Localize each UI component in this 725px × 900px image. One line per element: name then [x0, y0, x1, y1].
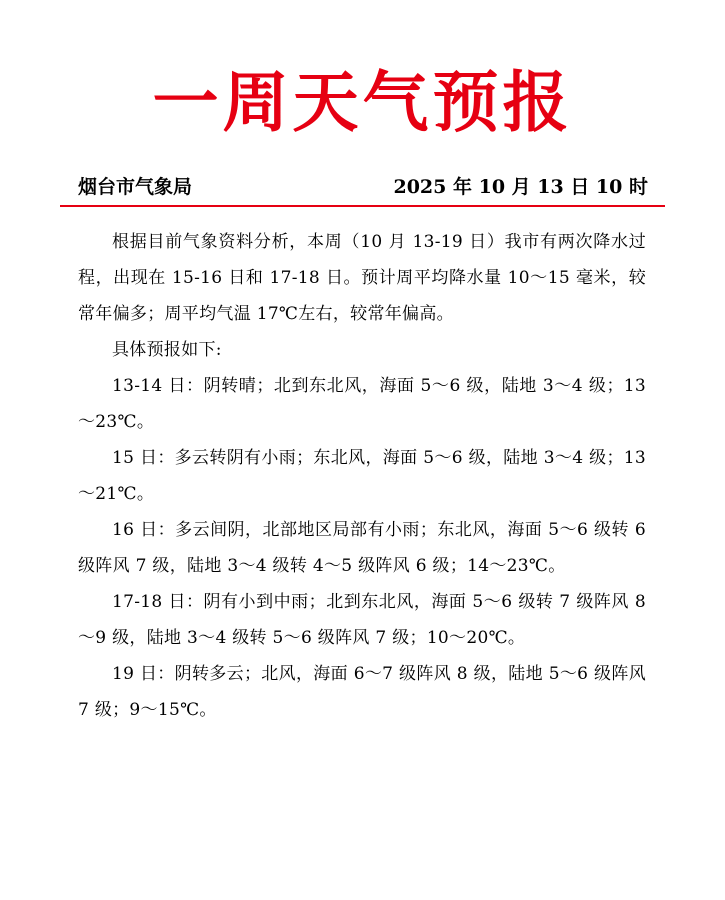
header-divider: [60, 205, 665, 207]
forecast-day-13-14: 13-14 日：阴转晴；北到东北风，海面 5～6 级，陆地 3～4 级；13～23℃。: [78, 376, 646, 432]
details-intro: 具体预报如下:: [112, 340, 222, 360]
document-title: 一周天气预报: [152, 63, 573, 141]
issue-time: 2025 年 10 月 13 日 10 时: [393, 176, 648, 198]
summary-paragraph: 根据目前气象资料分析，本周（10 月 13-19 日）我市有两次降水过程，出现在 15-16 日和 17-18 日。预计周平均降水量 10～15 毫米，较常年偏多；周平均气温 17℃左右，较常年偏高。: [78, 232, 646, 324]
forecast-day-15: 15 日：多云转阴有小雨；东北风，海面 5～6 级，陆地 3～4 级；13～21℃。: [78, 448, 646, 504]
forecast-day-19: 19 日：阴转多云；北风，海面 6～7 级阵风 8 级，陆地 5～6 级阵风 7 级；9～15℃。: [78, 664, 646, 720]
forecast-day-17-18: 17-18 日：阴有小到中雨；北到东北风，海面 5～6 级转 7 级阵风 8～9 级，陆地 3～4 级转 5～6 级阵风 7 级；10～20℃。: [78, 592, 646, 648]
issuer-name: 烟台市气象局: [78, 176, 193, 198]
forecast-day-16: 16 日：多云间阴，北部地区局部有小雨；东北风，海面 5～6 级转 6 级阵风 7 级，陆地 3～4 级转 4～5 级阵风 6 级；14～23℃。: [78, 520, 646, 576]
forecast-body: [78, 224, 646, 728]
document-header: [78, 172, 648, 202]
